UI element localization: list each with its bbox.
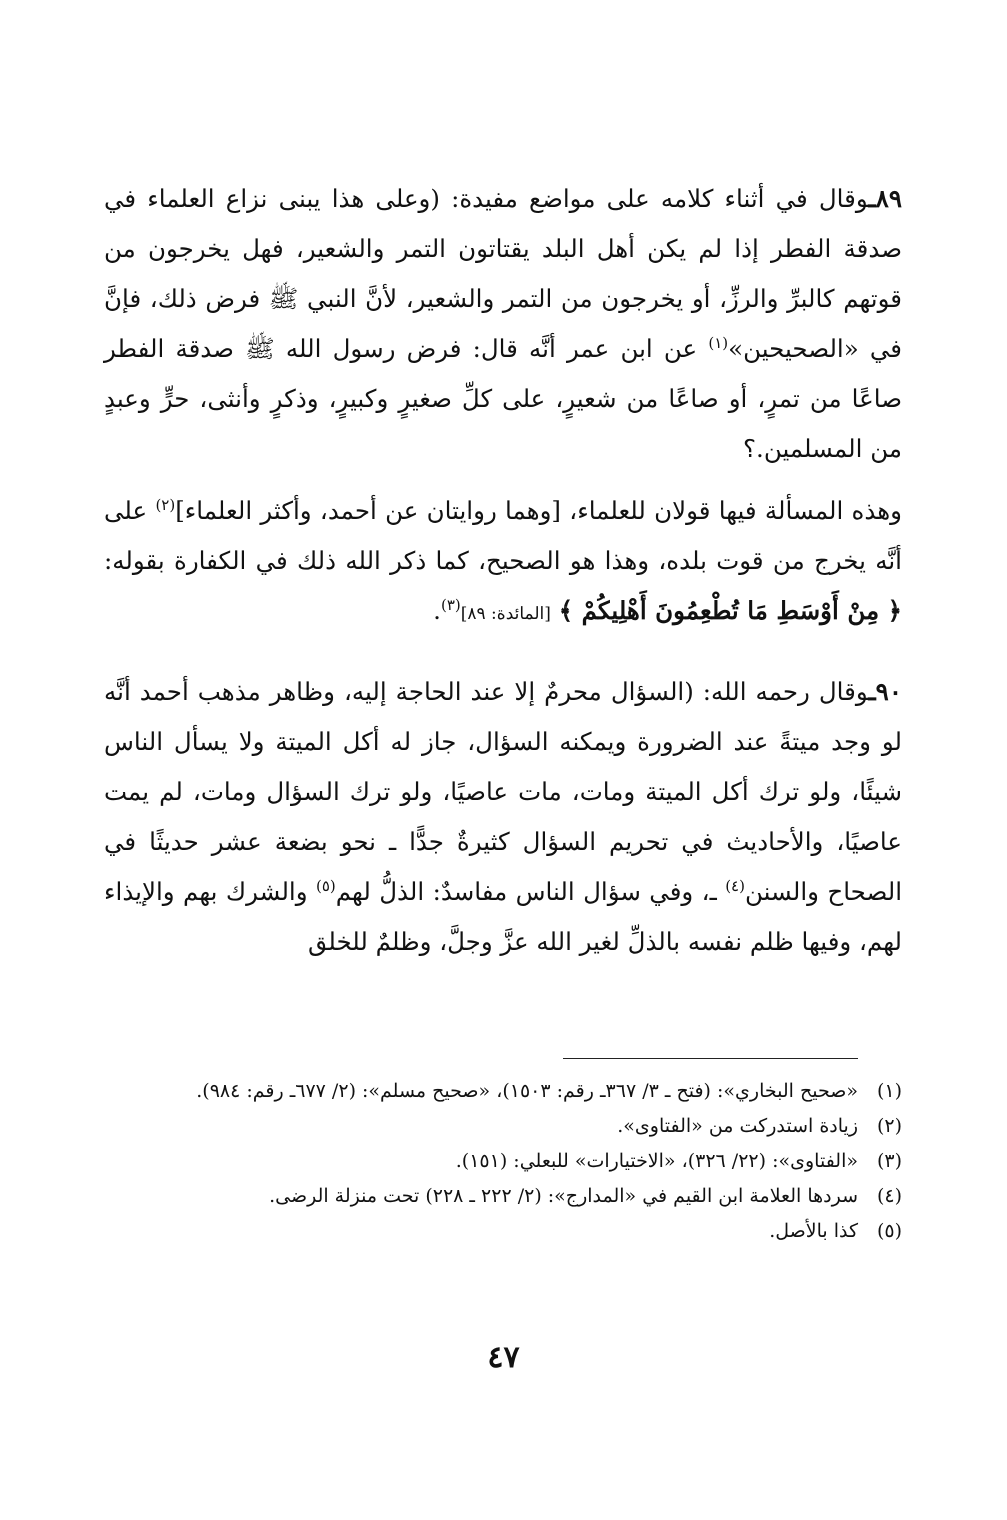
item-number-90: ٩٠ـ bbox=[868, 677, 902, 706]
footnote-ref-3[interactable]: (٣) bbox=[440, 595, 461, 614]
paragraph-89b-end: . bbox=[433, 596, 441, 625]
footnote-text: كذا بالأصل. bbox=[769, 1220, 858, 1242]
footnote-separator bbox=[563, 1058, 858, 1059]
footnote-number: (١) bbox=[876, 1080, 902, 1102]
paragraph-90-text-3: والشرك بهم والإيذاء لهم، وفيها ظلم نفسه بالذلِّ لغير الله عزَّ وجلَّ، وظلمٌ للخلق bbox=[104, 877, 902, 956]
paragraph-89b-text-2: على أنَّه يخرج من قوت بلده، وهذا هو الصحيح، كما ذكر الله ذلك في الكفارة بقوله: bbox=[104, 496, 902, 575]
footnote-number: (٣) bbox=[876, 1150, 902, 1172]
footnote-text: «الفتاوى»: (٢٢/ ٣٢٦)، «الاختيارات» للبعلي: (١٥١). bbox=[455, 1150, 858, 1172]
footnote-ref-5[interactable]: (٥) bbox=[315, 876, 336, 895]
footnote-5 bbox=[104, 1214, 902, 1249]
paragraph-89 bbox=[104, 174, 902, 474]
footnote-2 bbox=[104, 1109, 902, 1144]
paragraph-89b-text-1: وهذه المسألة فيها قولان للعلماء، [وهما روايتان عن أحمد، وأكثر العلماء] bbox=[175, 496, 902, 525]
footnote-3 bbox=[104, 1144, 902, 1179]
footnote-ref-4[interactable]: (٤) bbox=[725, 876, 745, 895]
footnote-number: (٥) bbox=[876, 1220, 902, 1242]
footnote-number: (٢) bbox=[876, 1115, 902, 1137]
paragraph-90-text-1: وقال رحمه الله: (السؤال محرمٌ إلا عند الحاجة إليه، وظاهر مذهب أحمد أنَّه لو وجد ميتةً عند الضرورة ويمكنه السؤال، جاز له أكل الميتة ولا يسأل الناس شيئًا، ولو ترك أكل الميتة ومات، مات عاصيًا، ولو ترك السؤال ومات، لم يمت عاصيًا، والأحاديث في تحريم السؤال كثيرةٌ جدًّا ـ نحو بضعة عشر حديثًا في الصحاح والسنن bbox=[104, 677, 903, 906]
footnotes bbox=[104, 1074, 902, 1249]
footnote-text: زيادة استدركت من «الفتاوى». bbox=[617, 1115, 858, 1137]
paragraph-90-text-2: ـ، وفي سؤال الناس مفاسدٌ: الذلُّ لهم bbox=[335, 877, 726, 906]
page-number: ٤٧ bbox=[487, 1340, 520, 1375]
footnote-number: (٤) bbox=[876, 1185, 902, 1207]
footnote-4 bbox=[104, 1179, 902, 1214]
footnote-1 bbox=[104, 1074, 902, 1109]
footnote-text: سردها العلامة ابن القيم في «المدارج»: (٢/ ٢٢٢ ـ ٢٢٨) تحت منزلة الرضى. bbox=[269, 1185, 858, 1207]
footnote-ref-2[interactable]: (٢) bbox=[155, 495, 176, 514]
footnote-ref-1[interactable]: (١) bbox=[708, 333, 729, 352]
item-number-89: ٨٩ـ bbox=[868, 184, 902, 213]
footnote-text: «صحيح البخاري»: (فتح ـ ٣/ ٣٦٧ـ رقم: ١٥٠٣)، «صحيح مسلم»: (٢/ ٦٧٧ـ رقم: ٩٨٤). bbox=[196, 1080, 858, 1102]
verse-reference: [المائدة: ٨٩] bbox=[460, 604, 551, 624]
paragraph-90 bbox=[104, 667, 902, 967]
quran-verse: ﴿ مِنْ أَوْسَطِ مَا تُطْعِمُونَ أَهْلِيكُمْ ﴾ bbox=[558, 596, 902, 625]
paragraph-89-text-2: عن ابن عمر أنَّه قال: فرض رسول الله ﷺ صدقة الفطر صاعًا من تمرٍ، أو صاعًا من شعيرٍ، على كلِّ صغيرٍ وكبيرٍ، وذكرٍ وأنثى، حرٍّ وعبدٍ من المسلمين.؟ bbox=[104, 334, 902, 463]
paragraph-89-text-1: وقال في أثناء كلامه على مواضع مفيدة: (وعلى هذا يبنى نزاع العلماء في صدقة الفطر إذا لم يكن أهل البلد يقتاتون التمر والشعير، فهل يخرجون من قوتهم كالبرِّ والرزِّ، أو يخرجون من التمر والشعير، لأنَّ النبي ﷺ فرض ذلك، فإنَّ في «الصحيحين» bbox=[104, 184, 903, 363]
main-text bbox=[104, 174, 902, 967]
paragraph-89-continuation bbox=[104, 486, 902, 639]
